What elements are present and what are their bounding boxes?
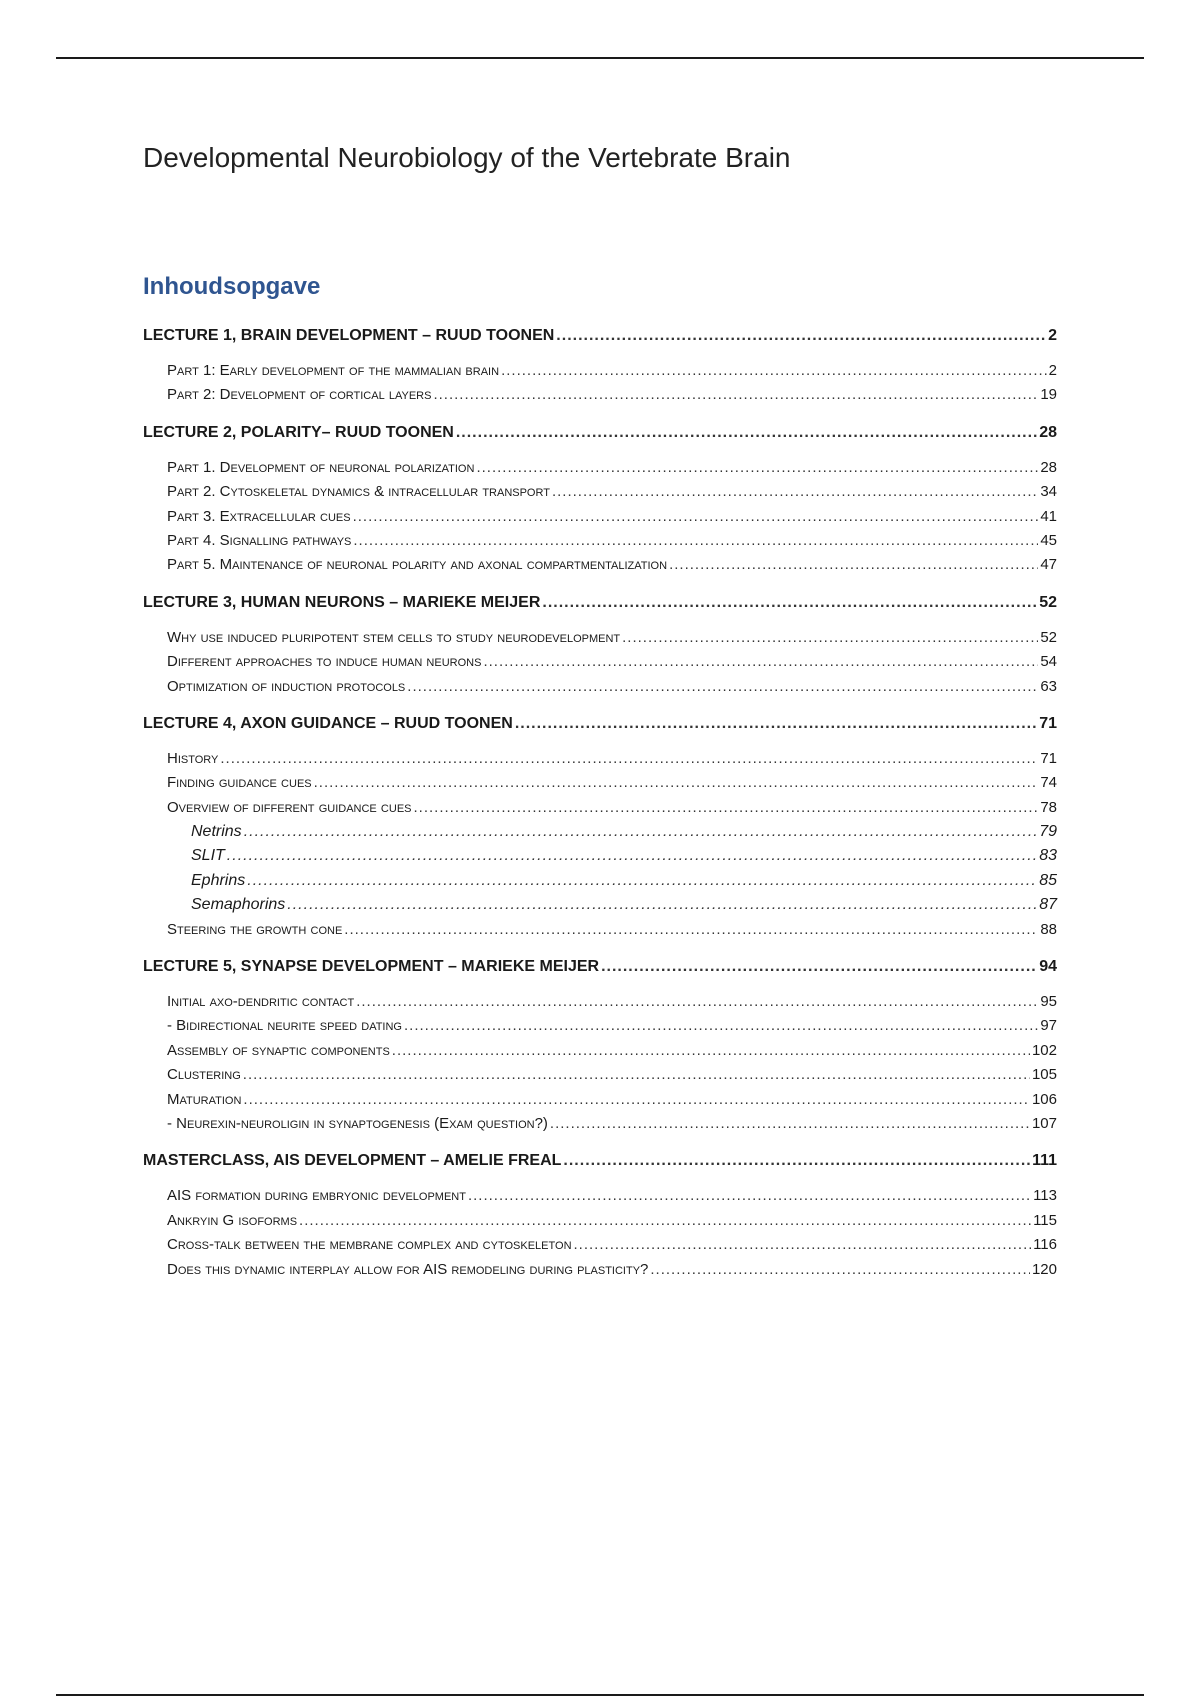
toc-dot-leader [483, 650, 1038, 674]
toc-subsection-entry[interactable] [143, 1039, 1057, 1063]
toc-page-number: 85 [1039, 871, 1057, 889]
top-rule [56, 57, 1144, 59]
toc-dot-leader [476, 456, 1038, 480]
toc-page-number: 45 [1040, 531, 1057, 549]
toc-subsection-entry[interactable] [143, 1184, 1057, 1208]
toc-subsection-entry[interactable] [143, 747, 1057, 771]
toc-dot-leader [563, 1150, 1030, 1172]
toc-subsection-entry[interactable] [143, 1233, 1057, 1257]
toc-page-number: 34 [1040, 483, 1057, 501]
toc-entry-title: Part 4. Signalling pathways [167, 531, 352, 549]
toc-section [143, 1136, 1057, 1282]
toc-page-number: 63 [1040, 677, 1057, 695]
toc-subsection-entry[interactable] [143, 383, 1057, 407]
toc-dot-leader [227, 844, 1037, 868]
toc-page-number: 115 [1033, 1211, 1057, 1229]
table-of-contents [143, 325, 1057, 1282]
toc-chapter-entry[interactable] [143, 325, 1057, 347]
toc-page-number: 79 [1039, 823, 1057, 841]
toc-entry-title: LECTURE 5, SYNAPSE DEVELOPMENT – MARIEKE MEIJER [143, 958, 600, 976]
toc-page-number: 102 [1031, 1041, 1057, 1059]
toc-page-number: 41 [1040, 507, 1057, 525]
toc-entry-title: - Neurexin-neuroligin in synaptogenesis (Exam question?) [167, 1114, 548, 1132]
toc-page-number: 52 [1039, 593, 1057, 611]
toc-dot-leader [622, 626, 1038, 650]
bottom-rule [56, 1694, 1144, 1696]
toc-dot-leader [244, 820, 1038, 844]
toc-page-number: 54 [1040, 653, 1057, 671]
toc-subsection-entry[interactable] [143, 456, 1057, 480]
toc-entry-title: Why use induced pluripotent stem cells to study neurodevelopment [167, 628, 621, 646]
toc-dot-leader [353, 529, 1038, 553]
toc-page-number: 120 [1031, 1260, 1057, 1278]
toc-dot-leader [556, 325, 1046, 347]
toc-page-number: 28 [1039, 423, 1057, 441]
toc-entry-title: AIS formation during embryonic development [167, 1187, 466, 1205]
toc-subsubsection-entry[interactable] [143, 820, 1057, 844]
toc-page-number: 52 [1040, 628, 1057, 646]
toc-subsection-entry[interactable] [143, 1258, 1057, 1282]
toc-entry-title: SLIT [191, 847, 225, 865]
toc-entry-title: Netrins [191, 823, 242, 841]
toc-section [143, 942, 1057, 1136]
toc-subsection-entry[interactable] [143, 990, 1057, 1014]
toc-subsection-entry[interactable] [143, 675, 1057, 699]
toc-page-number: 19 [1040, 386, 1057, 404]
toc-entry-title: Does this dynamic interplay allow for AIS remodeling during plasticity? [167, 1260, 649, 1278]
toc-chapter-entry[interactable] [143, 1150, 1057, 1172]
toc-entry-title: Part 1. Development of neuronal polarization [167, 458, 475, 476]
toc-page-number: 87 [1039, 896, 1057, 914]
toc-subsection-entry[interactable] [143, 1014, 1057, 1038]
toc-page-number: 105 [1031, 1066, 1057, 1084]
toc-section [143, 699, 1057, 942]
toc-subsubsection-entry[interactable] [143, 893, 1057, 917]
toc-entry-title: MASTERCLASS, AIS DEVELOPMENT – AMELIE FREAL [143, 1152, 562, 1170]
toc-entry-title: Part 2: Development of cortical layers [167, 386, 432, 404]
toc-page-number: 2 [1048, 362, 1057, 379]
toc-section [143, 408, 1057, 578]
toc-page-number: 107 [1031, 1114, 1057, 1132]
toc-entry-title: Part 3. Extracellular cues [167, 507, 351, 525]
toc-page-number: 71 [1039, 714, 1057, 732]
toc-dot-leader [601, 956, 1037, 978]
toc-entry-title: Ephrins [191, 871, 246, 889]
toc-entry-title: - Bidirectional neurite speed dating [167, 1017, 402, 1035]
toc-entry-title: Optimization of induction protocols [167, 677, 406, 695]
toc-entry-title: Part 2. Cytoskeletal dynamics & intracellular transport [167, 483, 550, 501]
toc-dot-leader [220, 747, 1038, 771]
toc-subsection-entry[interactable] [143, 771, 1057, 795]
toc-entry-title: Semaphorins [191, 896, 286, 914]
toc-dot-leader [433, 383, 1038, 407]
toc-subsection-entry[interactable] [143, 505, 1057, 529]
toc-subsection-entry[interactable] [143, 529, 1057, 553]
toc-entry-title: Steering the growth cone [167, 920, 343, 938]
toc-dot-leader [247, 869, 1037, 893]
toc-page-number: 47 [1040, 556, 1057, 574]
toc-chapter-entry[interactable] [143, 713, 1057, 735]
toc-page-number: 71 [1040, 749, 1057, 767]
toc-dot-leader [552, 480, 1038, 504]
toc-dot-leader [243, 1088, 1030, 1112]
toc-entry-title: LECTURE 4, AXON GUIDANCE – RUUD TOONEN [143, 714, 513, 732]
toc-subsubsection-entry[interactable] [143, 869, 1057, 893]
toc-entry-title: Part 1: Early development of the mammalian brain [167, 362, 500, 379]
toc-subsection-entry[interactable] [143, 1209, 1057, 1233]
toc-dot-leader [314, 771, 1039, 795]
toc-entry-title: Initial axo-dendritic contact [167, 993, 355, 1011]
document-title: Developmental Neurobiology of the Vertebrate Brain [143, 142, 791, 173]
toc-subsection-entry[interactable] [143, 650, 1057, 674]
toc-page-number: 97 [1040, 1017, 1057, 1035]
toc-subsection-entry[interactable] [143, 1112, 1057, 1136]
toc-page-number: 111 [1032, 1152, 1057, 1170]
toc-dot-leader [287, 893, 1037, 917]
toc-dot-leader [550, 1112, 1030, 1136]
toc-page-number: 83 [1039, 847, 1057, 865]
toc-subsection-entry[interactable] [143, 918, 1057, 942]
toc-dot-leader [299, 1209, 1031, 1233]
toc-entry-title: Part 5. Maintenance of neuronal polarity and axonal compartmentalization [167, 556, 668, 574]
toc-page-number: 74 [1040, 774, 1057, 792]
toc-chapter-entry[interactable] [143, 592, 1057, 614]
toc-page-number: 28 [1040, 458, 1057, 476]
toc-page-number: 78 [1040, 798, 1057, 816]
toc-dot-leader [669, 553, 1038, 577]
toc-subsection-entry[interactable] [143, 480, 1057, 504]
toc-heading: Inhoudsopgave [143, 273, 321, 300]
toc-dot-leader [650, 1258, 1030, 1282]
toc-dot-leader [542, 592, 1037, 614]
toc-dot-leader [404, 1014, 1038, 1038]
toc-section [143, 578, 1057, 699]
toc-page-number: 2 [1048, 327, 1057, 344]
toc-dot-leader [468, 1184, 1031, 1208]
toc-entry-title: Ankryin G isoforms [167, 1211, 298, 1229]
toc-dot-leader [344, 918, 1038, 942]
toc-page-number: 116 [1033, 1236, 1057, 1254]
toc-dot-leader [515, 713, 1037, 735]
toc-section [143, 325, 1057, 408]
toc-entry-title: LECTURE 2, POLARITY– RUUD TOONEN [143, 423, 454, 441]
toc-entry-title: Maturation [167, 1090, 242, 1108]
toc-dot-leader [574, 1233, 1032, 1257]
toc-dot-leader [356, 990, 1038, 1014]
toc-subsection-entry[interactable] [143, 359, 1057, 383]
toc-dot-leader [501, 359, 1047, 383]
toc-subsection-entry[interactable] [143, 1063, 1057, 1087]
toc-subsection-entry[interactable] [143, 553, 1057, 577]
toc-entry-title: LECTURE 1, BRAIN DEVELOPMENT – RUUD TOONEN [143, 327, 555, 344]
toc-entry-title: Assembly of synaptic components [167, 1041, 390, 1059]
toc-subsubsection-entry[interactable] [143, 844, 1057, 868]
toc-entry-title: Cross-talk between the membrane complex and cytoskeleton [167, 1236, 572, 1254]
toc-entry-title: Overview of different guidance cues [167, 798, 412, 816]
toc-entry-title: LECTURE 3, HUMAN NEURONS – MARIEKE MEIJER [143, 593, 541, 611]
toc-dot-leader [353, 505, 1039, 529]
toc-entry-title: History [167, 749, 219, 767]
toc-page-number: 95 [1040, 993, 1057, 1011]
toc-entry-title: Different approaches to induce human neurons [167, 653, 482, 671]
toc-page-number: 113 [1033, 1187, 1057, 1205]
toc-subsection-entry[interactable] [143, 626, 1057, 650]
toc-dot-leader [243, 1063, 1030, 1087]
toc-chapter-entry[interactable] [143, 956, 1057, 978]
toc-dot-leader [392, 1039, 1030, 1063]
toc-chapter-entry[interactable] [143, 422, 1057, 444]
toc-entry-title: Clustering [167, 1066, 241, 1084]
toc-page-number: 88 [1040, 920, 1057, 938]
toc-subsection-entry[interactable] [143, 1088, 1057, 1112]
toc-dot-leader [407, 675, 1038, 699]
toc-page-number: 106 [1031, 1090, 1057, 1108]
toc-subsection-entry[interactable] [143, 796, 1057, 820]
toc-entry-title: Finding guidance cues [167, 774, 312, 792]
toc-dot-leader [456, 422, 1037, 444]
toc-dot-leader [414, 796, 1039, 820]
toc-page-number: 94 [1039, 958, 1057, 976]
